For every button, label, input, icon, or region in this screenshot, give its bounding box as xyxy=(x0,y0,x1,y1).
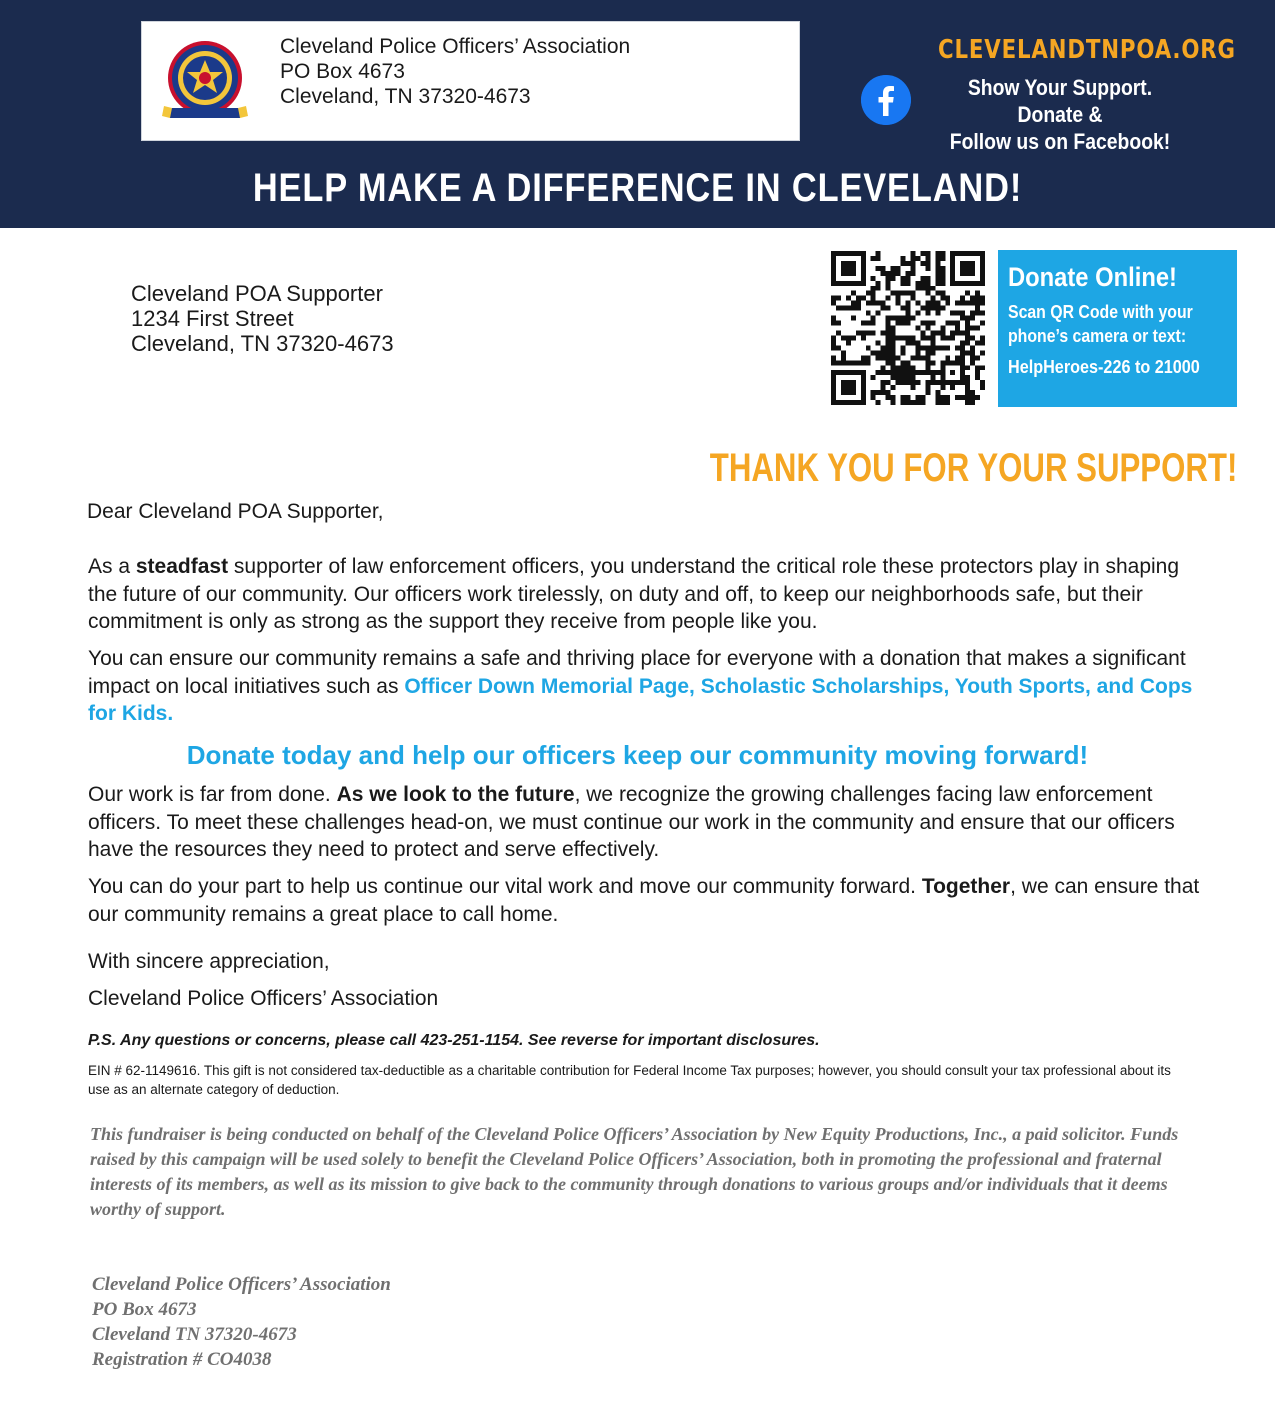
donate-instructions: Scan QR Code with your phone’s camera or text: xyxy=(1008,302,1193,346)
facebook-line-2: Follow us on Facebook! xyxy=(949,129,1171,154)
p3-text-a: Our work is far from done. xyxy=(88,783,337,806)
registration-city: Cleveland TN 37320-4673 xyxy=(92,1324,297,1345)
p1-bold: steadfast xyxy=(135,555,229,578)
signature: Cleveland Police Officers’ Association xyxy=(88,987,439,1010)
page-headline: HELP MAKE A DIFFERENCE IN CLEVELAND! xyxy=(252,166,1023,210)
p2-text-a: You can ensure our community remains a safe and thriving place for everyone with a donation that makes a significant impact on local initiatives such as xyxy=(88,647,1186,698)
p1-text-a: As a xyxy=(88,555,136,578)
p3-bold: As we look to the future xyxy=(336,783,575,806)
paragraph-3 xyxy=(88,781,1203,864)
fundraiser-notice: This fundraiser is being conducted on behalf of the Cleveland Police Officers’ Association by New Equity Productions, Inc., a paid solicitor. Funds raised by this campaign will be used solely to benefit the Cleveland Police Officers’ Association, both in promoting the professional and fraternal interests of its members, as well as its mission to give back to the community through donations to various groups and/or individuals that it deems worthy of support. xyxy=(90,1124,1179,1219)
sender-name: Cleveland Police Officers’ Association xyxy=(280,35,631,58)
paragraph-1 xyxy=(88,553,1203,636)
sender-street: PO Box 4673 xyxy=(280,60,405,83)
p4-text-b: , we can ensure that our community remains a great place to call home. xyxy=(88,875,1200,926)
thank-you-heading: THANK YOU FOR YOUR SUPPORT! xyxy=(709,446,1237,490)
recipient-address xyxy=(131,281,394,356)
sender-city: Cleveland, TN 37320-4673 xyxy=(280,85,531,108)
registration-number: Registration # CO4038 xyxy=(92,1349,272,1370)
association-seal-logo xyxy=(160,38,258,128)
recipient-city: Cleveland, TN 37320-4673 xyxy=(131,331,394,356)
sender-address-box xyxy=(141,21,800,141)
p2-initiatives: Officer Down Memorial Page, Scholastic Scholarships, Youth Sports, and Cops for Kids. xyxy=(88,674,1193,725)
paragraph-4 xyxy=(88,873,1203,928)
qr-code[interactable] xyxy=(831,251,985,405)
website-link[interactable]: CLEVELANDTNPOA.ORG xyxy=(938,35,1236,65)
sender-address xyxy=(280,34,630,109)
ein-disclosure: EIN # 62-1149616. This gift is not considered tax-deductible as a charitable contribution for Federal Income Tax purposes; however, you should consult your tax professional about its use as an alternate category of deduction. xyxy=(88,1063,1171,1097)
donate-title: Donate Online! xyxy=(1008,262,1177,292)
registration-name: Cleveland Police Officers’ Association xyxy=(92,1274,391,1295)
p3-text-b: , we recognize the growing challenges facing law enforcement officers. To meet these challenges head-on, we must continue our work in the community and ensure that our officers have the resources they need to protect and serve effectively. xyxy=(88,783,1175,861)
donate-online-box xyxy=(998,250,1237,407)
donate-text-code: HelpHeroes-226 to 21000 xyxy=(1008,357,1200,377)
registration-block xyxy=(92,1272,391,1372)
p4-bold: Together xyxy=(921,875,1011,898)
registration-street: PO Box 4673 xyxy=(92,1299,197,1320)
postscript: P.S. Any questions or concerns, please call 423-251-1154. See reverse for important disclosures. xyxy=(88,1032,820,1049)
recipient-name: Cleveland POA Supporter xyxy=(131,281,383,306)
facebook-line-1: Show Your Support. Donate & xyxy=(967,75,1153,127)
salutation: Dear Cleveland POA Supporter, xyxy=(87,500,384,523)
header-band xyxy=(0,0,1275,228)
p1-text-b: supporter of law enforcement officers, you understand the critical role these protectors play in shaping the future of our community. Our officers work tirelessly, on duty and off, to keep our neighborhoods safe, but their commitment is only as strong as the support they receive from people like you. xyxy=(88,555,1180,633)
facebook-icon[interactable] xyxy=(861,75,911,125)
recipient-street: 1234 First Street xyxy=(131,306,294,331)
closing: With sincere appreciation, xyxy=(88,950,330,973)
p4-text-a: You can do your part to help us continue our vital work and move our community forward. xyxy=(88,875,922,898)
facebook-callout xyxy=(932,74,1187,155)
paragraph-2 xyxy=(88,645,1203,728)
donate-call-to-action: Donate today and help our officers keep our community moving forward! xyxy=(186,740,1089,770)
